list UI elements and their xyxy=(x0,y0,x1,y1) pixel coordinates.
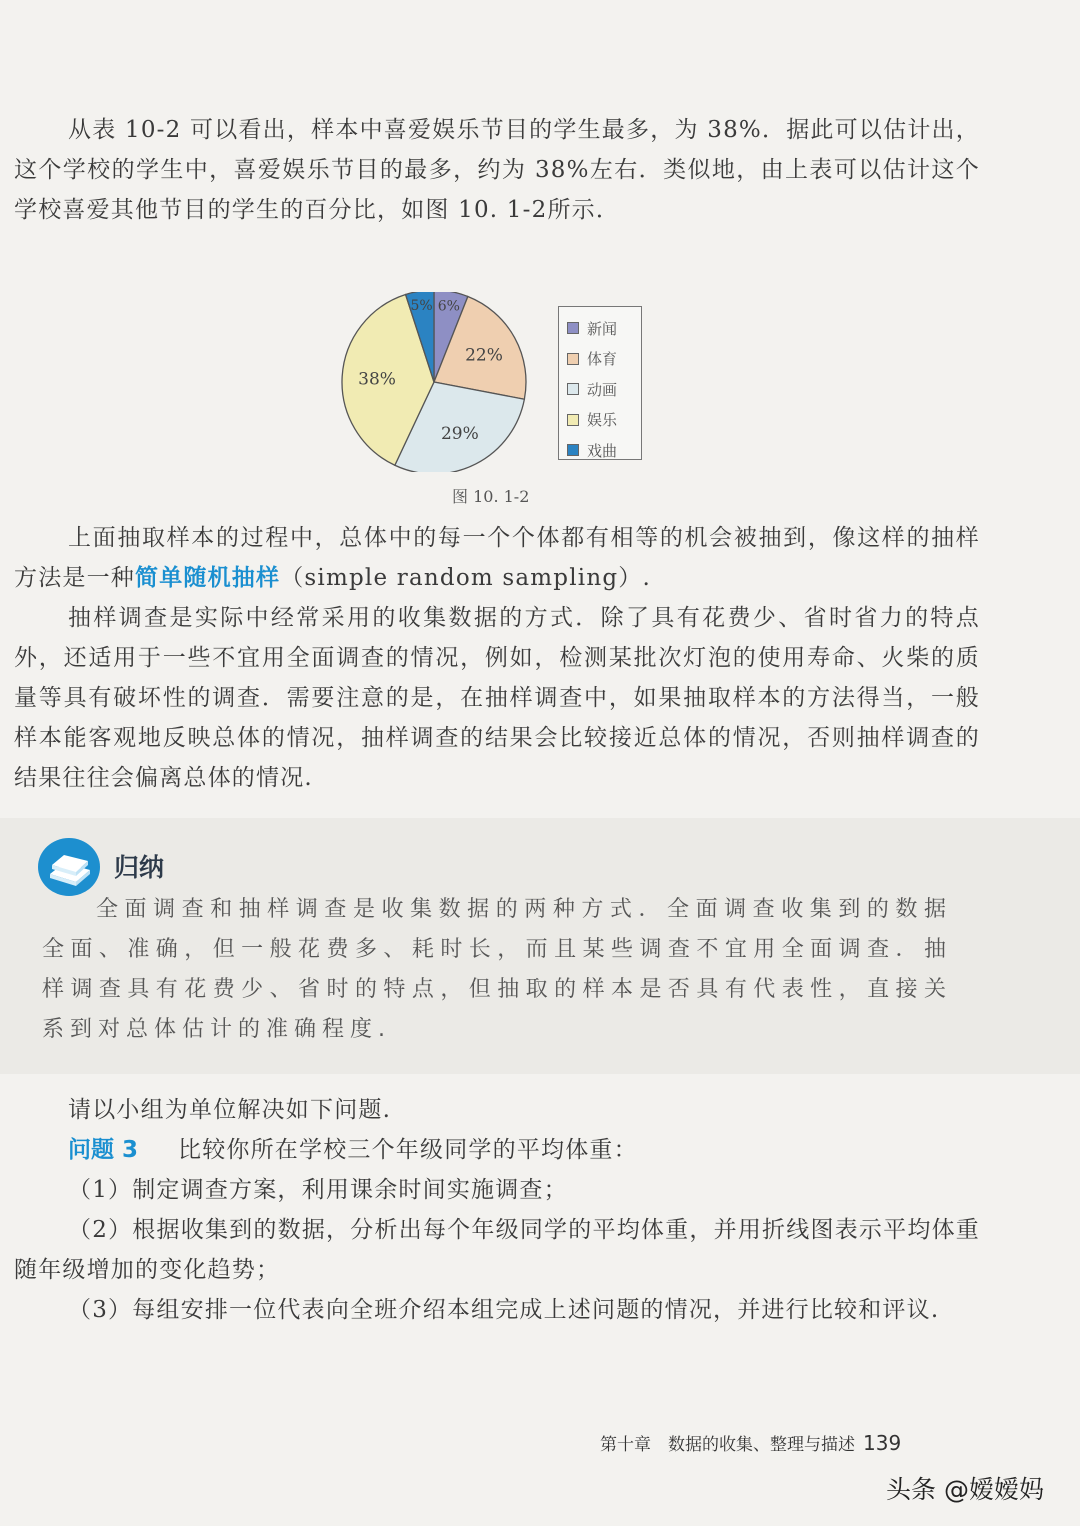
term-simple-random-sampling: 简单随机抽样 xyxy=(135,565,281,591)
legend-swatch xyxy=(567,353,579,365)
legend-item-3 xyxy=(567,405,641,436)
summary-title: 归纳 xyxy=(114,853,165,882)
problem-label: 问题 3 xyxy=(68,1137,139,1163)
legend-swatch xyxy=(567,444,579,456)
pie-label-0: 6% xyxy=(437,298,460,315)
page-number: 139 xyxy=(863,1431,902,1455)
chart-legend xyxy=(558,306,642,460)
legend-item-1 xyxy=(567,344,641,375)
legend-label: 新闻 xyxy=(587,319,618,338)
problem-intro: 请以小组为单位解决如下问题. xyxy=(68,1097,392,1123)
pie-label-1: 22% xyxy=(465,345,503,366)
legend-label: 动画 xyxy=(587,380,618,399)
pie-chart xyxy=(330,292,550,472)
legend-swatch xyxy=(567,414,579,426)
paragraph-random-sampling-text: 上面抽取样本的过程中，总体中的每一个个体都有相等的机会被抽到，像这样的抽样方法是一种 xyxy=(14,525,980,591)
books-icon xyxy=(36,836,102,898)
footer-chapter: 第十章 数据的收集、整理与描述 xyxy=(600,1435,855,1455)
problem-text: 比较你所在学校三个年级同学的平均体重： xyxy=(178,1137,638,1163)
summary-box xyxy=(0,818,1080,1074)
legend-item-4 xyxy=(567,435,641,466)
pie-label-2: 29% xyxy=(440,423,479,444)
problem-item-2: （2）根据收集到的数据，分析出每个年级同学的平均体重，并用折线图表示平均体重随年级增加的变化趋势； xyxy=(14,1217,980,1283)
problem-item-3: （3）每组安排一位代表向全班介绍本组完成上述问题的情况，并进行比较和评议. xyxy=(68,1297,940,1323)
legend-swatch xyxy=(567,383,579,395)
problem-item-1: （1）制定调查方案，利用课余时间实施调查； xyxy=(68,1177,568,1203)
pie-label-3: 38% xyxy=(358,369,396,390)
figure-caption: 图 10. 1-2 xyxy=(452,487,530,506)
legend-label: 娱乐 xyxy=(587,411,618,430)
paragraph-pie-intro: 从表 10-2 可以看出，样本中喜爱娱乐节目的学生最多，为 38%．据此可以估计出，这个学校的学生中，喜爱娱乐节目的最多，约为 38%左右．类似地，由上表可以估计这个学校喜爱其他节目的学生的百分比，如图 10. 1-2所示． xyxy=(14,117,980,223)
summary-text: 全面调查和抽样调查是收集数据的两种方式．全面调查收集到的数据全面、准确，但一般花费多、耗时长，而且某些调查不宜用全面调查．抽样调查具有花费少、省时的特点，但抽取的样本是否具有代表性，直接关系到对总体估计的准确程度. xyxy=(42,897,952,1042)
paragraph-random-sampling-english: （simple random sampling）. xyxy=(280,565,651,591)
pie-chart-figure xyxy=(330,292,660,512)
legend-swatch xyxy=(567,322,579,334)
legend-item-0 xyxy=(567,313,641,344)
paragraph-random-sampling xyxy=(14,518,980,598)
page-footer xyxy=(600,1430,901,1455)
pie-label-4: 5% xyxy=(410,297,433,314)
legend-item-2 xyxy=(567,374,641,405)
paragraph-sampling-survey: 抽样调查是实际中经常采用的收集数据的方式．除了具有花费少、省时省力的特点外，还适用于一些不宜用全面调查的情况，例如，检测某批次灯泡的使用寿命、火柴的质量等具有破坏性的调查．需要注意的是，在抽样调查中，如果抽取样本的方法得当，一般样本能客观地反映总体的情况，抽样调查的结果会比较接近总体的情况，否则抽样调查的结果往往会偏离总体的情况. xyxy=(14,605,980,791)
legend-label: 戏曲 xyxy=(587,441,618,460)
legend-label: 体育 xyxy=(587,350,618,369)
watermark: 头条 @嫒嫒妈 xyxy=(886,1475,1044,1504)
